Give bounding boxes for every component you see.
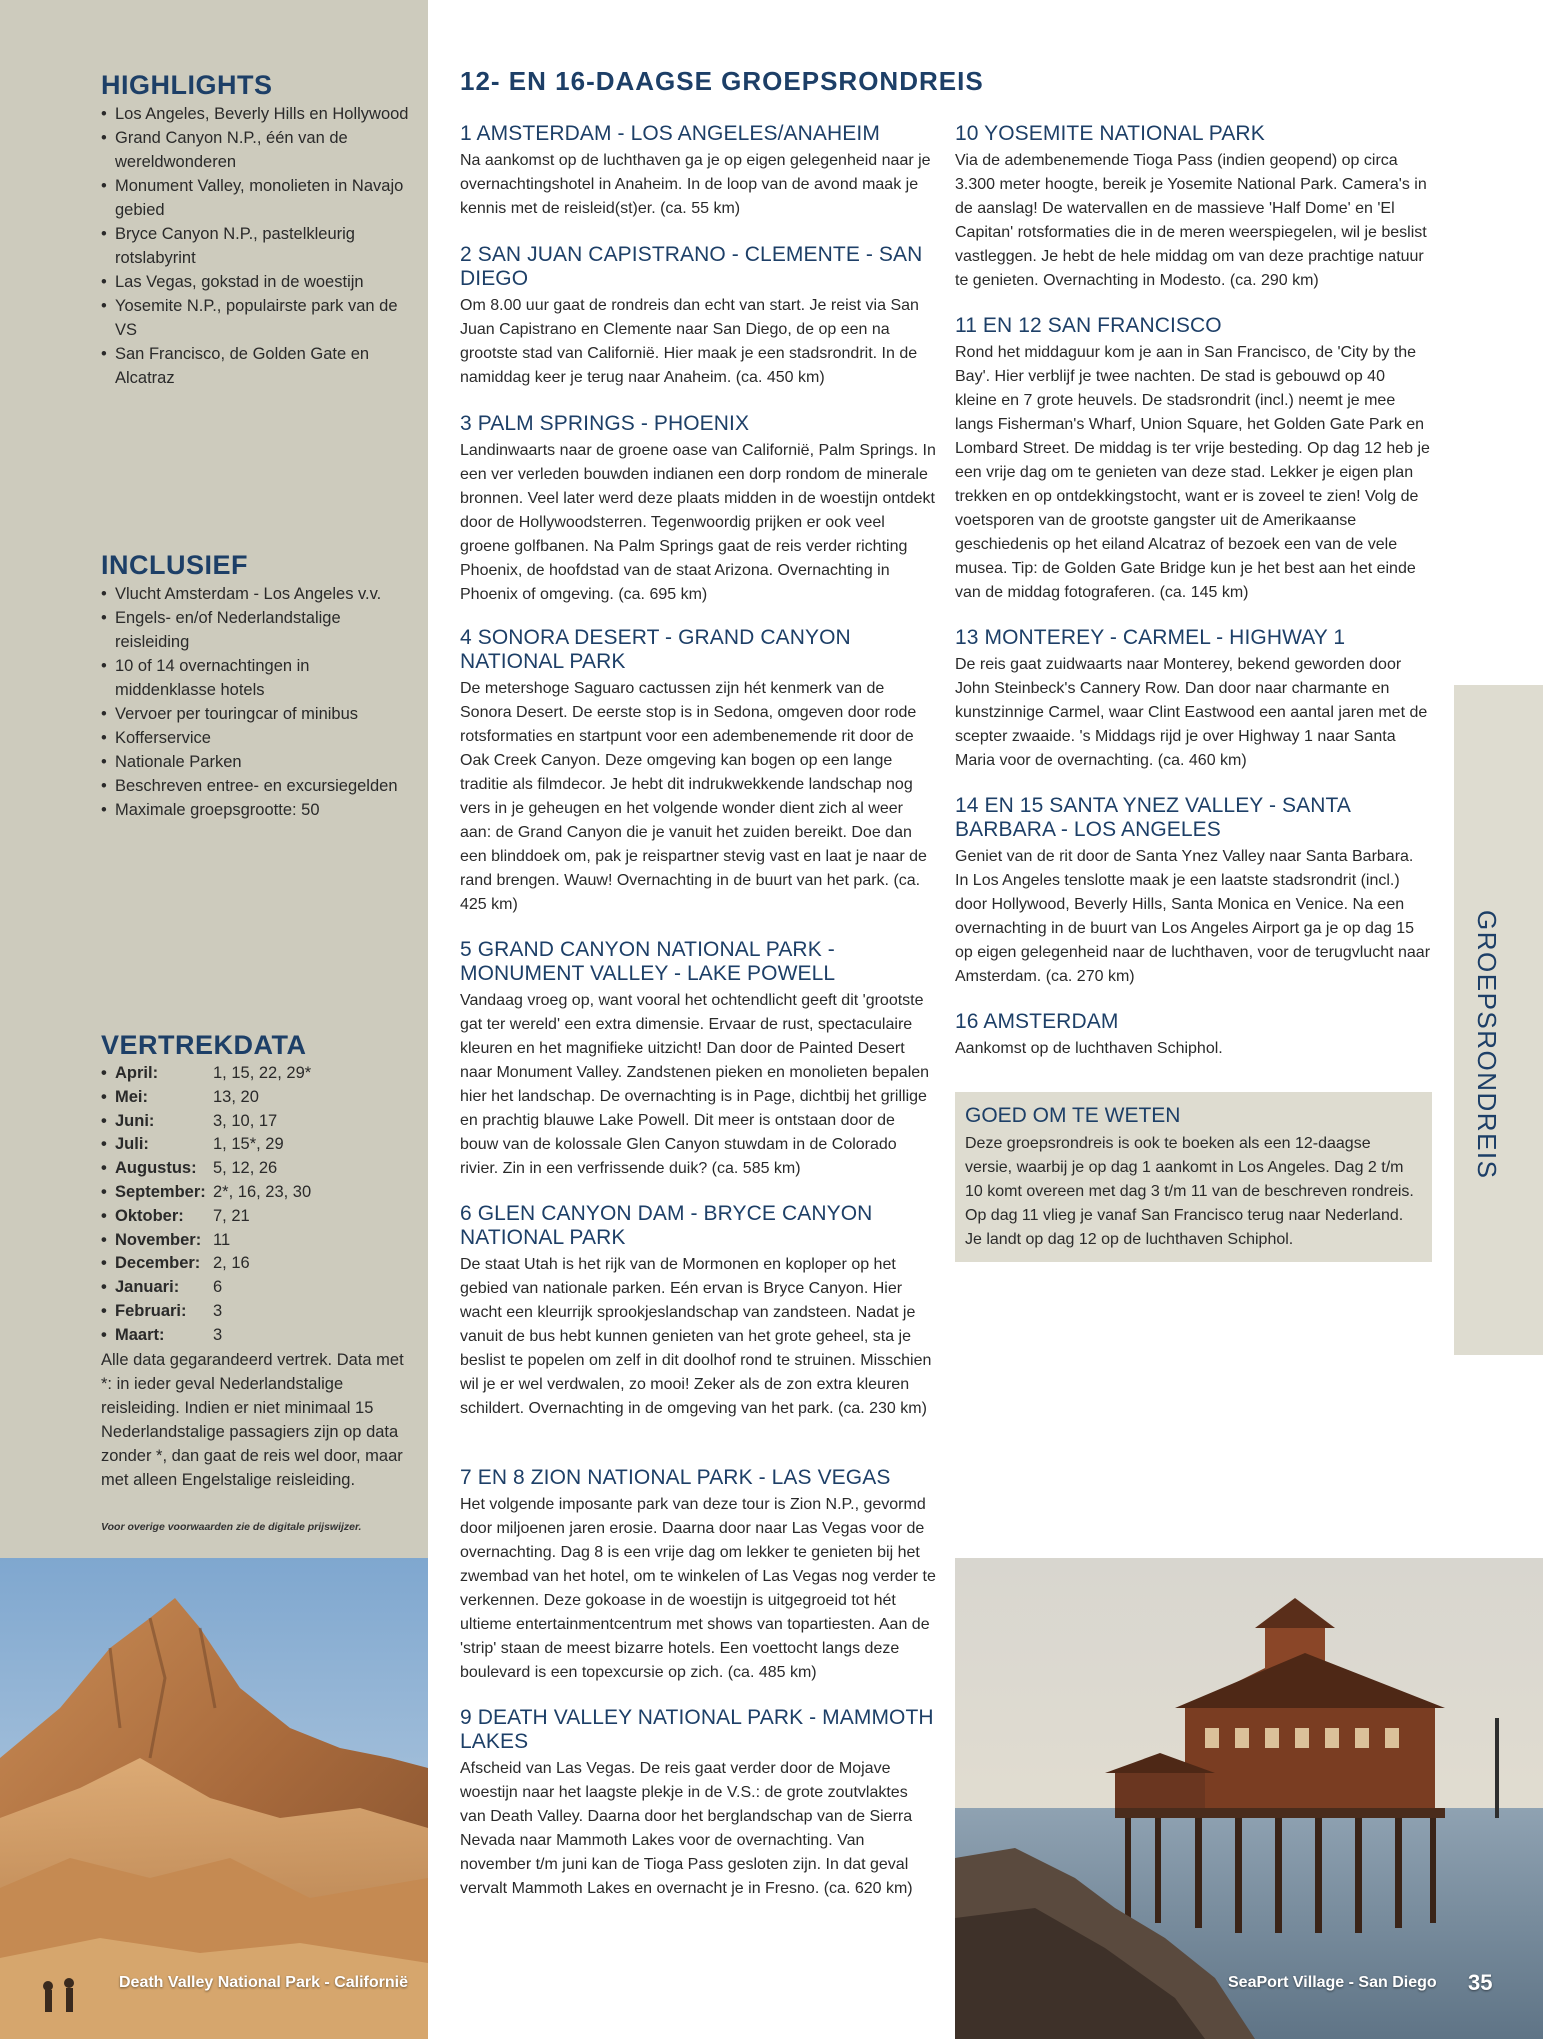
table-row: • April: 1, 15, 22, 29* (101, 1062, 311, 1086)
inclusief-heading: INCLUSIEF (101, 550, 249, 580)
dates-value: 1, 15*, 29 (213, 1135, 284, 1154)
month-label: Oktober: (115, 1206, 184, 1225)
day-text: Geniet van de rit door de Santa Ynez Valley naar Santa Barbara. In Los Angeles tenslotte maak je een laatste stadsrondrit (incl.) door Hollywood, Beverly Hills, Santa Monica en Venice. Na een overnachting in de buurt van Los Angeles Airport ga je op dag 15 op eigen gelegenheid naar de luchthaven, voor de terugvlucht naar Amsterdam. (ca. 270 km) (955, 848, 1431, 985)
dates-value: 7, 21 (213, 1206, 250, 1225)
day-text: Landinwaarts naar de groene oase van Californië, Palm Springs. In een ver verleden bouwden indianen een dorp rondom de minerale bronnen. Veel later werd deze plaats midden in de woestijn ontdekt door de Hollywoodsterren. Tegenwoordig prijken er ook veel groene golfbanen. Na Palm Springs gaat de reis verder richting Phoenix, de hoofdstad van de staat Arizona. Overnachting in Phoenix of omgeving. (ca. 695 km) (460, 442, 936, 603)
dates-value: 2*, 16, 23, 30 (213, 1182, 312, 1201)
day-title: 9 DEATH VALLEY NATIONAL PARK - MAMMOTH LAKES (460, 1706, 934, 1753)
day-block (460, 626, 936, 917)
table-row: • Augustus: 5, 12, 26 (101, 1157, 311, 1181)
day-text: Om 8.00 uur gaat de rondreis dan echt van start. Je reist via San Juan Capistrano en Clemente naar San Diego, de op een na grootste stad van Californië. Hier maak je een stadsrondrit. In de namiddag keer je terug naar Anaheim. (ca. 450 km) (460, 297, 919, 386)
day-text: De staat Utah is het rijk van de Mormonen en koploper op het gebied van nationale parken. Eén ervan is Bryce Canyon. Hier wacht een kleurrijk sprookjeslandschap van zandsteen. Nadat je vanuit de bus hebt kunnen genieten van het grote geheel, sta je beslist te popelen om zelf in dit doolhof rond te struinen. Misschien wil je er wel verdwalen, zo mooi! Zeker als de zon extra kleuren schildert. Overnachting in de omgeving van het park. (ca. 230 km) (460, 1256, 932, 1417)
page-number: 35 (1468, 1970, 1493, 1995)
table-row: • Mei: 13, 20 (101, 1086, 311, 1110)
day-title: 11 EN 12 SAN FRANCISCO (955, 314, 1222, 337)
month-label: Maart: (115, 1325, 165, 1344)
table-row: • December: 2, 16 (101, 1252, 311, 1276)
death-valley-photo (0, 1558, 428, 2039)
vertrekdata-section (101, 1030, 411, 1492)
page-title: 12- EN 16-DAAGSE GROEPSRONDREIS (460, 66, 984, 96)
highlights-section (101, 70, 411, 390)
photo-caption-left: Death Valley National Park - Californië (119, 1974, 408, 1991)
month-label: April: (115, 1064, 159, 1082)
table-row: • Oktober: 7, 21 (101, 1205, 311, 1229)
table-row: • Maart: 3 (101, 1324, 311, 1348)
day-block (460, 412, 936, 607)
month-label: December: (115, 1254, 201, 1273)
list-item: • Kofferservice (101, 726, 411, 750)
list-item: • Las Vegas, gokstad in de woestijn (101, 270, 411, 294)
day-text: Na aankomst op de luchthaven ga je op eigen gelegenheid naar je overnachtingshotel in Anaheim. In de loop van de avond maak je kennis met de reisleid(st)er. (ca. 55 km) (460, 152, 931, 217)
dates-value: 13, 20 (213, 1087, 259, 1106)
month-label: Januari: (115, 1278, 180, 1297)
day-title: 16 AMSTERDAM (955, 1010, 1119, 1033)
dates-value: 3 (213, 1301, 223, 1320)
day-block (460, 1202, 936, 1421)
good-to-know-box (955, 1092, 1432, 1262)
highlights-list (101, 102, 411, 390)
list-item: • Yosemite N.P., populairste park van de VS (101, 294, 411, 342)
list-item: • San Francisco, de Golden Gate en Alcatraz (101, 342, 411, 390)
day-text: Vandaag vroeg op, want vooral het ochtendlicht geeft dit 'grootste gat ter wereld' een extra dimensie. Ervaar de rust, spectaculaire kleuren en het magnifieke uitzicht! Dan door de Painted Desert naar Monument Valley. Zandstenen pieken en monolieten bepalen hier het landschap. De overnachting is in Page, dichtbij het grillige en prachtig blauwe Lake Powell. Dit meer is ontstaan door de bouw van de kolossale Glen Canyon stuwdam in de Colorado rivier. Zin in een verfrissende duik? (ca. 585 km) (460, 992, 930, 1177)
list-item: • 10 of 14 overnachtingen in middenklasse hotels (101, 654, 411, 702)
month-label: Augustus: (115, 1159, 197, 1178)
day-text: Het volgende imposante park van deze tour is Zion N.P., gevormd door miljoenen jaren erosie. Daarna door naar Las Vegas voor de overnachting. Dag 8 is een vrije dag om lekker te genieten bij het zwembad van het hotel, om te winkelen of Las Vegas nog verder te verkennen. Deze gokoase in de woestijn is uitgegroeid tot hét ultieme entertainmentcentrum met shows van topartiesten. Aan de 'strip' staan de meest bizarre hotels. Een voettocht langs deze boulevard is een topexcursie op zich. (ca. 485 km) (460, 1496, 936, 1681)
section-tab-label-wrap (1468, 910, 1508, 1180)
day-block (955, 1010, 1431, 1061)
day-text: Rond het middaguur kom je aan in San Francisco, de 'City by the Bay'. Hier verblijf je twee nachten. De stad is gebouwd op 40 kleine en 7 grote heuvels. De stadsrondrit (incl.) neemt je mee langs Fisherman's Wharf, Union Square, het Golden Gate Park en Lombard Street. De middag is ter vrije besteding. Op dag 12 heb je een vrije dag om te genieten van deze stad. Lekker je eigen plan trekken en op ontdekkingstocht, want er is zoveel te zien! Volg de voetsporen van de grootste gangster uit de Amerikaanse geschiedenis op het eiland Alcatraz of bezoek een van de vele musea. Tip: de Golden Gate Bridge kun je het best aan het einde van de middag fotograferen. (ca. 145 km) (955, 344, 1430, 601)
list-item: • Bryce Canyon N.P., pastelkleurig rotslabyrint (101, 222, 411, 270)
dates-value: 3 (213, 1325, 223, 1344)
dates-value: 6 (213, 1278, 223, 1297)
month-label: Februari: (115, 1301, 187, 1320)
month-label: Mei: (115, 1087, 148, 1106)
dates-value: 1, 15, 22, 29* (213, 1064, 312, 1082)
day-title: 3 PALM SPRINGS - PHOENIX (460, 412, 750, 435)
table-row: • Juni: 3, 10, 17 (101, 1110, 311, 1134)
vertrekdata-heading: VERTREKDATA (101, 1030, 307, 1060)
dates-value: 11 (213, 1230, 231, 1249)
day-text: Via de adembenemende Tioga Pass (indien geopend) op circa 3.300 meter hoogte, bereik je Yosemite National Park. Camera's in de aanslag! De watervallen en de massieve 'Half Dome' en 'El Capitan' rotsformaties die in de meren weerspiegelen, wil je beslist vastleggen. Je hebt de hele middag om van deze prachtige natuur te genieten. Overnachting in Modesto. (ca. 290 km) (955, 152, 1427, 289)
day-title: 6 GLEN CANYON DAM - BRYCE CANYON NATIONAL PARK (460, 1202, 873, 1249)
day-block (955, 314, 1431, 605)
day-title: 14 EN 15 SANTA YNEZ VALLEY - SANTA BARBARA - LOS ANGELES (955, 794, 1350, 841)
highlights-heading: HIGHLIGHTS (101, 70, 273, 100)
good-to-know-title: GOED OM TE WETEN (965, 1104, 1181, 1127)
day-title: 1 AMSTERDAM - LOS ANGELES/ANAHEIM (460, 122, 880, 145)
list-item: • Vervoer per touringcar of minibus (101, 702, 411, 726)
seaport-village-photo (955, 1558, 1543, 2039)
list-item: • Engels- en/of Nederlandstalige reisleiding (101, 606, 411, 654)
day-title: 13 MONTEREY - CARMEL - HIGHWAY 1 (955, 626, 1346, 649)
table-row: • Juli: 1, 15*, 29 (101, 1133, 311, 1157)
day-text: Afscheid van Las Vegas. De reis gaat verder door de Mojave woestijn naar het laagste plekje in de V.S.: de grote zoutvlaktes van Death Valley. Daarna door het berglandschap van de Sierra Nevada naar Mammoth Lakes voor de overnachting. Van november t/m juni kan de Tioga Pass gesloten zijn. In dat geval vervalt Mammoth Lakes en overnacht je in Fresno. (ca. 620 km) (460, 1760, 913, 1897)
list-item: • Maximale groepsgrootte: 50 (101, 798, 411, 822)
list-item: • Beschreven entree- en excursiegelden (101, 774, 411, 798)
day-block (955, 626, 1431, 773)
day-title: 2 SAN JUAN CAPISTRANO - CLEMENTE - SAN DIEGO (460, 243, 923, 290)
month-label: September: (115, 1182, 206, 1201)
dates-value: 2, 16 (213, 1254, 250, 1273)
day-title: 5 GRAND CANYON NATIONAL PARK - MONUMENT VALLEY - LAKE POWELL (460, 938, 836, 985)
dates-value: 5, 12, 26 (213, 1159, 278, 1178)
day-text: Aankomst op de luchthaven Schiphol. (955, 1040, 1223, 1057)
inclusief-section (101, 550, 411, 822)
departure-dates-table (101, 1062, 311, 1348)
table-row: • September: 2*, 16, 23, 30 (101, 1181, 311, 1205)
dates-value: 3, 10, 17 (213, 1111, 278, 1130)
month-label: November: (115, 1230, 202, 1249)
day-title: 7 EN 8 ZION NATIONAL PARK - LAS VEGAS (460, 1466, 891, 1489)
table-row: • November: 11 (101, 1229, 311, 1253)
inclusief-list (101, 582, 411, 822)
day-block (955, 122, 1431, 293)
table-row: • Januari: 6 (101, 1276, 311, 1300)
photo-caption-right: SeaPort Village - San Diego (1228, 1974, 1437, 1991)
departure-note: Alle data gegarandeerd vertrek. Data met *: in ieder geval Nederlandstalige reisleiding. Indien er niet minimaal 15 Nederlandstalige passagiers zijn op data zonder *, dan gaat de reis wel door, maar met alleen Engelstalige reisleiding. (101, 1350, 404, 1489)
list-item: • Vlucht Amsterdam - Los Angeles v.v. (101, 582, 411, 606)
footnote: Voor overige voorwaarden zie de digitale prijswijzer. (101, 1521, 362, 1533)
day-title: 10 YOSEMITE NATIONAL PARK (955, 122, 1265, 145)
day-block (460, 1466, 936, 1685)
day-text: De reis gaat zuidwaarts naar Monterey, bekend geworden door John Steinbeck's Cannery Row. Dan door naar charmante en kunstzinnige Carmel, waar Clint Eastwood een aantal jaren met de scepter zwaaide. 's Middags rijd je over Highway 1 naar Santa Maria voor de overnachting. (ca. 460 km) (955, 656, 1428, 769)
day-block (460, 1706, 936, 1901)
table-row: • Februari: 3 (101, 1300, 311, 1324)
day-block (460, 122, 936, 221)
day-text: De metershoge Saguaro cactussen zijn hét kenmerk van de Sonora Desert. De eerste stop is in Sedona, omgeven door rode rotsformaties en startpunt voor een adembenemende rit door de Oak Creek Canyon. Deze omgeving kan bogen op een lange traditie als filmdecor. Je hebt dit indrukwekkende landschap nog vers in je geheugen en het volgende wonder dient zich al weer aan: de Grand Canyon die je vanuit het zuiden bereikt. Doe dan een blinddoek om, pak je reispartner stevig vast en laat je naar de rand brengen. Wauw! Overnachting in de buurt van het park. (ca. 425 km) (460, 680, 927, 913)
sidebar (0, 0, 428, 1558)
list-item: • Los Angeles, Beverly Hills en Hollywood (101, 102, 411, 126)
day-block (460, 243, 936, 390)
list-item: • Monument Valley, monolieten in Navajo gebied (101, 174, 411, 222)
section-tab-label: GROEPSRONDREIS (1472, 910, 1502, 1180)
month-label: Juli: (115, 1135, 149, 1154)
day-block (460, 938, 936, 1181)
month-label: Juni: (115, 1111, 155, 1130)
good-to-know-text: Deze groepsrondreis is ook te boeken als een 12-daagse versie, waarbij je op dag 1 aankomt in Los Angeles. Dag 2 t/m 10 komt overeen met dag 3 t/m 11 van de beschreven rondreis. Op dag 11 vlieg je vanaf San Francisco terug naar Nederland. Je landt op dag 12 op de luchthaven Schiphol. (965, 1135, 1414, 1248)
list-item: • Grand Canyon N.P., één van de wereldwonderen (101, 126, 411, 174)
day-block (955, 794, 1431, 989)
list-item: • Nationale Parken (101, 750, 411, 774)
day-title: 4 SONORA DESERT - GRAND CANYON NATIONAL PARK (460, 626, 851, 673)
